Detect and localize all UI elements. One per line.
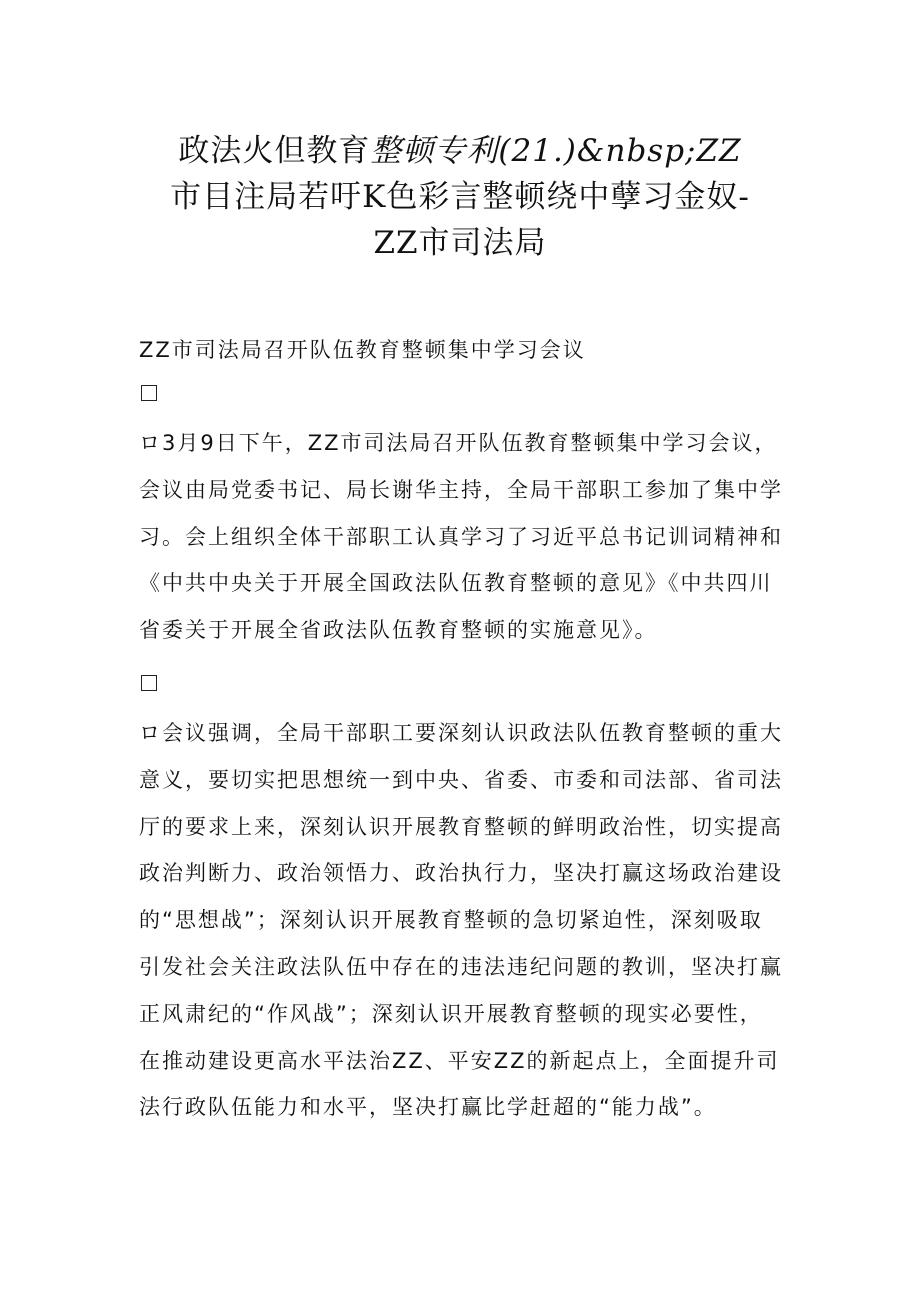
paragraph-2-line: 意义，要切实把思想统一到中央、省委、市委和司法部、省司法 — [139, 767, 783, 792]
document-title — [120, 128, 800, 266]
paragraph-1-line: 省委关于开展全省政法队伍教育整顿的实施意见》。 — [139, 618, 658, 643]
paragraph-1 — [139, 420, 789, 654]
title-line-1-plain: 政法火但教育 — [178, 133, 371, 169]
paragraph-2 — [139, 710, 789, 1131]
placeholder-box-icon — [141, 385, 157, 401]
paragraph-2-line: 法行政队伍能力和水平，坚决打赢比学赶超的“能力战”。 — [139, 1095, 717, 1120]
paragraph-2-line: ロ会议强调，全局干部职工要深刻认识政法队伍教育整顿的重大 — [139, 721, 783, 745]
paragraph-1-line: 会议由局党委书记、局长谢华主持，全局干部职工参加了集中学 — [139, 477, 783, 502]
paragraph-1-line: 习。会上组织全体干部职工认真学习了习近平总书记训词精神和 — [139, 524, 783, 549]
title-line-2: 市目注局若吁K色彩言整顿绕中孽习金奴- — [170, 179, 750, 215]
title-line-3: ZZ市司法局 — [373, 225, 547, 261]
placeholder-box-icon — [141, 675, 157, 691]
article-subtitle: ZZ市司法局召开队伍教育整顿集中学习会议 — [139, 338, 586, 362]
paragraph-2-line: 正风肃纪的“作风战”；深刻认识开展教育整顿的现实必要性， — [139, 1001, 763, 1026]
paragraph-2-line: 厅的要求上来，深刻认识开展教育整顿的鲜明政治性，切实提高 — [139, 814, 783, 839]
title-line-1 — [120, 128, 800, 174]
paragraph-2-line: 在推动建设更高水平法治ZZ、平安ZZ的新起点上，全面提升司 — [139, 1048, 780, 1073]
paragraph-2-line: 的“思想战”；深刻认识开展教育整顿的急切紧迫性，深刻吸取 — [139, 908, 763, 933]
paragraph-2-line: 引发社会关注政法队伍中存在的违法违纪问题的教训，坚决打赢 — [139, 954, 783, 979]
paragraph-2-line: 政治判断力、政治领悟力、政治执行力，坚决打赢这场政治建设 — [139, 861, 783, 886]
title-line-1-italic: 整顿专利(21.)&nbsp;ZZ — [370, 133, 742, 169]
paragraph-1-line: ロ3月9日下午，ZZ市司法局召开队伍教育整顿集中学习会议， — [139, 431, 778, 455]
paragraph-1-line: 《中共中央关于开展全国政法队伍教育整顿的意见》《中共四川 — [139, 571, 773, 596]
